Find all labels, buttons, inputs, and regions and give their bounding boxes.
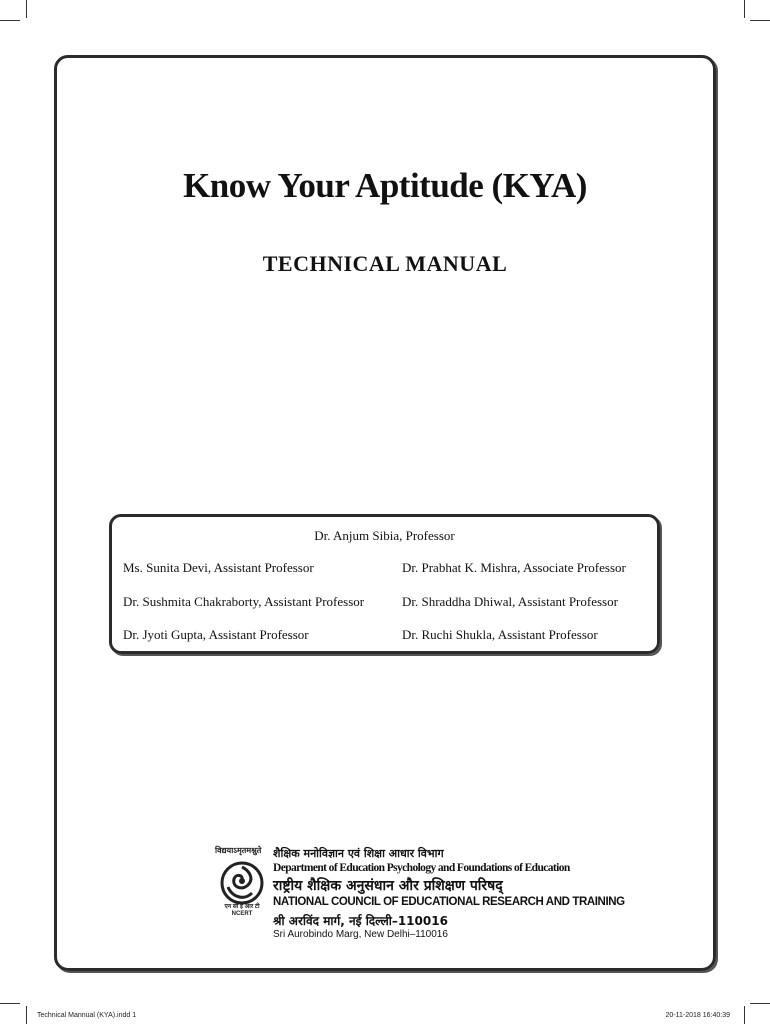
emblem-caption-hindi: एन सी ई आर टी (224, 904, 260, 910)
emblem-caption (212, 904, 272, 918)
author-left-3: Dr. Jyoti Gupta, Assistant Professor (123, 627, 309, 642)
address-english: Sri Aurobindo Marg, New Delhi–110016 (273, 929, 448, 940)
crop-mark (26, 0, 27, 18)
slug-filename: Technical Mannual (KYA).indd 1 (37, 1012, 137, 1019)
address-hindi: श्री अरविंद मार्ग, नई दिल्ली–110016 (273, 914, 448, 928)
author-left-1: Ms. Sunita Devi, Assistant Professor (123, 560, 314, 575)
council-hindi: राष्ट्रीय शैक्षिक अनुसंधान और प्रशिक्षण परिषद् (273, 878, 503, 894)
dept-hindi: शैक्षिक मनोविज्ञान एवं शिक्षा आधार विभाग (273, 847, 444, 860)
crop-mark (744, 1006, 745, 1024)
council-english: NATIONAL COUNCIL OF EDUCATIONAL RESEARCH AND TRAINING (273, 896, 625, 908)
emblem-caption-english: NCERT (231, 911, 253, 917)
document-title: Know Your Aptitude (KYA) (183, 166, 587, 205)
author-right-2: Dr. Shraddha Dhiwal, Assistant Professor (402, 594, 618, 609)
crop-mark (26, 1006, 27, 1024)
authors-box (109, 514, 660, 654)
author-right-3: Dr. Ruchi Shukla, Assistant Professor (402, 627, 598, 642)
dept-english: Department of Education Psychology and Foundations of Education (273, 862, 570, 874)
crop-mark (750, 20, 770, 21)
crop-mark (0, 20, 20, 21)
author-right-1: Dr. Prabhat K. Mishra, Associate Professor (402, 560, 626, 575)
crop-mark (744, 0, 745, 18)
document-subtitle: TECHNICAL MANUAL (262, 251, 508, 276)
emblem-motto: विद्ययाऽमृतमश्नुते (215, 846, 262, 855)
publisher-block (212, 843, 625, 953)
slug-timestamp: 20-11-2018 16:40:39 (665, 1012, 730, 1019)
author-left-2: Dr. Sushmita Chakraborty, Assistant Professor (123, 594, 365, 609)
crop-mark (750, 1003, 770, 1004)
crop-mark (0, 1003, 20, 1004)
lead-author: Dr. Anjum Sibia, Professor (314, 528, 455, 543)
